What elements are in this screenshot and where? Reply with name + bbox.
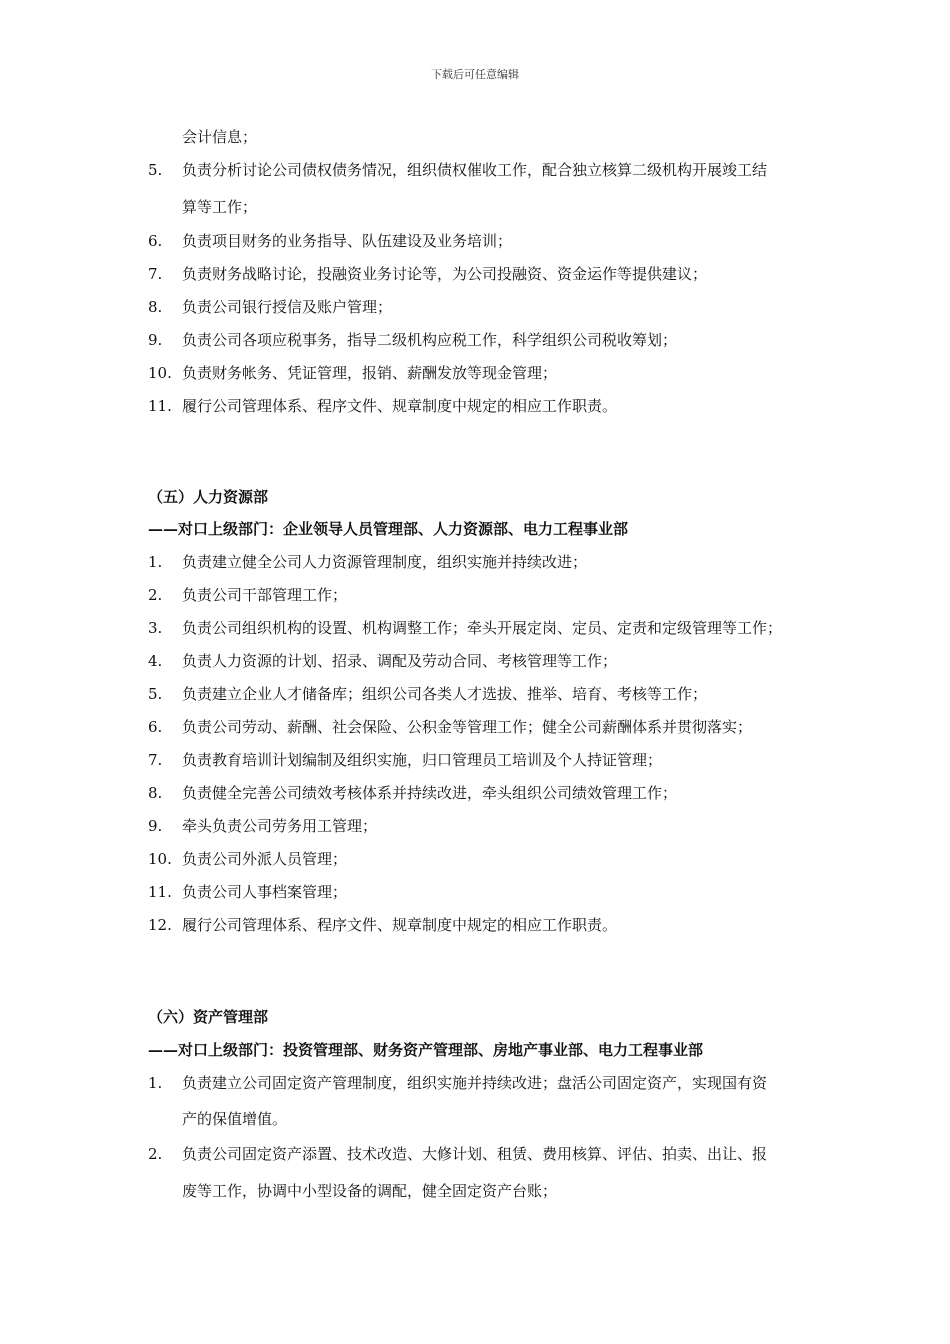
list-item: 4. 负责人力资源的计划、招录、调配及劳动合同、考核管理等工作； xyxy=(148,652,618,670)
list-item: 1. 负责建立公司固定资产管理制度，组织实施并持续改进；盘活公司固定资产，实现国有资 xyxy=(148,1074,768,1092)
page-header: 下载后可任意编辑 xyxy=(431,68,519,81)
section-title: （六）资产管理部 xyxy=(148,1008,269,1026)
list-item: 3. 负责公司组织机构的设置、机构调整工作；牵头开展定岗、定员、定责和定级管理等工作； xyxy=(148,619,783,637)
list-item-continuation: 产的保值增值。 xyxy=(182,1110,288,1128)
list-item: 12. 履行公司管理体系、程序文件、规章制度中规定的相应工作职责。 xyxy=(148,916,618,934)
list-item-continuation: 废等工作，协调中小型设备的调配，健全固定资产台账； xyxy=(182,1182,558,1200)
list-item: 11. 负责公司人事档案管理； xyxy=(148,883,348,901)
list-item: 6. 负责项目财务的业务指导、队伍建设及业务培训； xyxy=(148,232,513,250)
list-item: 2. 负责公司固定资产添置、技术改造、大修计划、租赁、费用核算、评估、拍卖、出让、报 xyxy=(148,1145,768,1163)
list-item: 11. 履行公司管理体系、程序文件、规章制度中规定的相应工作职责。 xyxy=(148,397,618,415)
list-item: 9. 负责公司各项应税事务，指导二级机构应税工作，科学组织公司税收筹划； xyxy=(148,331,678,349)
list-item: 7. 负责教育培训计划编制及组织实施，归口管理员工培训及个人持证管理； xyxy=(148,751,663,769)
list-item: 7. 负责财务战略讨论，投融资业务讨论等，为公司投融资、资金运作等提供建议； xyxy=(148,265,708,283)
list-item: 8. 负责公司银行授信及账户管理； xyxy=(148,298,393,316)
list-item: 1. 负责建立健全公司人力资源管理制度，组织实施并持续改进； xyxy=(148,553,588,571)
list-item-continuation: 算等工作； xyxy=(182,198,258,216)
list-item: 8. 负责健全完善公司绩效考核体系并持续改进，牵头组织公司绩效管理工作； xyxy=(148,784,678,802)
list-item: 10. 负责公司外派人员管理； xyxy=(148,850,348,868)
section-subtitle: ——对口上级部门：企业领导人员管理部、人力资源部、电力工程事业部 xyxy=(148,520,629,538)
list-item: 5. 负责分析讨论公司债权债务情况，组织债权催收工作，配合独立核算二级机构开展竣工结 xyxy=(148,161,768,179)
list-item: 5. 负责建立企业人才储备库；组织公司各类人才选拔、推举、培育、考核等工作； xyxy=(148,685,708,703)
section-subtitle: ——对口上级部门：投资管理部、财务资产管理部、房地产事业部、电力工程事业部 xyxy=(148,1041,704,1059)
list-item: 10. 负责财务帐务、凭证管理，报销、薪酬发放等现金管理； xyxy=(148,364,558,382)
list-item: 9. 牵头负责公司劳务用工管理； xyxy=(148,817,378,835)
list-item: 2. 负责公司干部管理工作； xyxy=(148,586,348,604)
continuation-text: 会计信息； xyxy=(182,128,258,146)
list-item: 6. 负责公司劳动、薪酬、社会保险、公积金等管理工作；健全公司薪酬体系并贯彻落实； xyxy=(148,718,753,736)
section-title: （五）人力资源部 xyxy=(148,488,269,506)
